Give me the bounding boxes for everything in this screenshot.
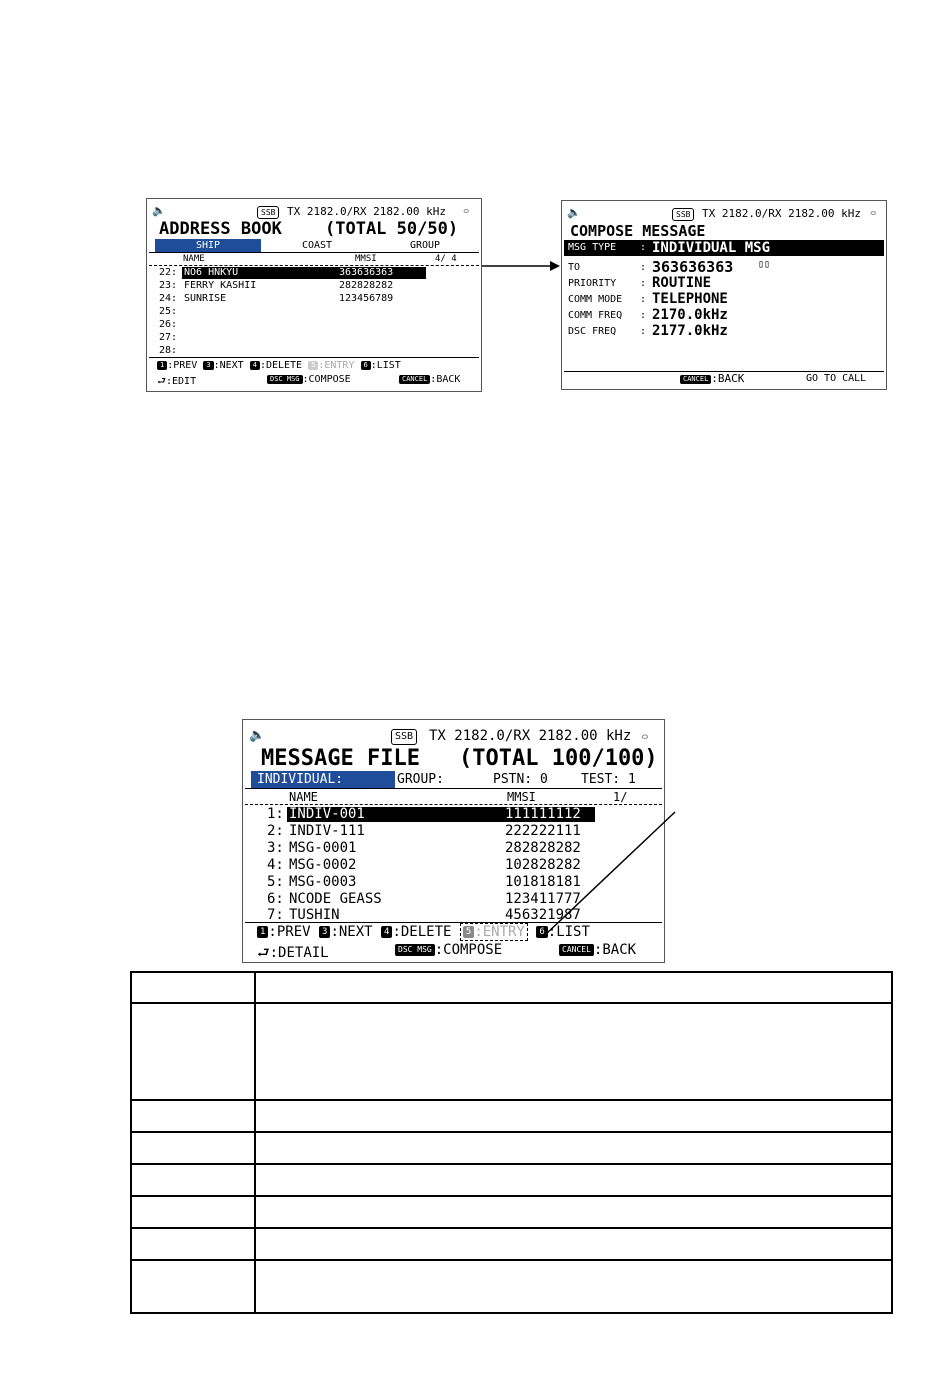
list-item-name: NO6 HNKYU <box>184 267 239 278</box>
list-item-mmsi: 123456789 <box>339 293 394 304</box>
table-cell <box>255 972 892 1003</box>
dsc-msg-key-icon: DSC MSG <box>267 375 303 384</box>
table-cell <box>131 1196 255 1228</box>
list-item-mmsi: 282828282 <box>339 280 394 291</box>
cancel-key-icon: CANCEL <box>399 375 430 384</box>
entry-highlight <box>460 923 528 941</box>
row-number: 1: <box>267 806 284 822</box>
field-label: PRIORITY <box>568 278 617 289</box>
row-number: 25: <box>159 306 178 317</box>
field-value[interactable]: ROUTINE <box>652 275 712 291</box>
row-number: 24: <box>159 293 178 304</box>
table-cell <box>131 1100 255 1132</box>
arrow-icon <box>482 258 562 274</box>
field-colon: : <box>640 326 647 337</box>
field-value: INDIVIDUAL MSG <box>652 240 771 256</box>
row-number: 22: <box>159 267 178 278</box>
list-button[interactable]: :LIST <box>370 360 401 371</box>
column-header-mmsi: MMSI <box>355 254 377 264</box>
speaker-icon: 🔈 <box>249 728 266 743</box>
total-count: (TOTAL 100/100) <box>459 746 658 771</box>
prev-button[interactable]: :PREV <box>268 924 311 940</box>
list-item-mmsi: 102828282 <box>505 857 581 873</box>
list-item-name: INDIV-001 <box>289 806 365 822</box>
cancel-key-icon: CANCEL <box>680 375 711 384</box>
table-cell <box>255 1196 892 1228</box>
edit-button[interactable]: :EDIT <box>166 376 197 387</box>
list-item-mmsi: 101818181 <box>505 874 581 890</box>
frequency-readout: TX 2182.0/RX 2182.00 kHz <box>702 207 861 220</box>
table-cell <box>255 1132 892 1164</box>
page-title: MESSAGE FILE <box>261 746 420 771</box>
page-indicator: 4/ 4 <box>435 254 457 264</box>
field-colon: : <box>640 310 647 321</box>
table-cell <box>131 1164 255 1196</box>
table-cell <box>255 1228 892 1260</box>
row-number: 7: <box>267 907 284 923</box>
list-button[interactable]: :LIST <box>547 924 590 940</box>
key-1-icon: 1 <box>257 926 268 938</box>
row-number: 2: <box>267 823 284 839</box>
table-cell <box>255 1164 892 1196</box>
list-item-name[interactable]: TUSHIN <box>289 907 340 923</box>
enter-icon: ⮐ <box>257 945 270 961</box>
footer-compose <box>267 374 351 385</box>
go-to-call-button[interactable]: GO TO CALL <box>806 373 867 384</box>
column-header-name: NAME <box>289 790 318 804</box>
table-cell <box>131 972 255 1003</box>
table-cell <box>131 1003 255 1100</box>
next-button[interactable]: :NEXT <box>330 924 373 940</box>
list-item-mmsi: 456321987 <box>505 907 581 923</box>
prev-button[interactable]: :PREV <box>167 360 198 371</box>
list-item-name[interactable]: NCODE GEASS <box>289 891 382 907</box>
tab-group[interactable]: GROUP: <box>397 772 444 787</box>
key-1-icon: 1 <box>157 361 167 370</box>
row-number: 4: <box>267 857 284 873</box>
list-item-mmsi: 123411777 <box>505 891 581 907</box>
list-item-name[interactable]: SUNRISE <box>184 293 227 304</box>
field-colon: : <box>640 262 647 273</box>
back-button[interactable]: :BACK <box>430 374 461 385</box>
field-value[interactable]: 363636363 <box>652 258 734 276</box>
row-number: 28: <box>159 345 178 356</box>
table-cell <box>131 1228 255 1260</box>
page-title: ADDRESS BOOK <box>159 219 282 239</box>
delete-button[interactable]: :DELETE <box>392 924 452 940</box>
list-item-name[interactable]: MSG-0001 <box>289 840 357 856</box>
list-item-mmsi: 363636363 <box>339 267 394 278</box>
row-number: 3: <box>267 840 284 856</box>
total-count: (TOTAL 50/50) <box>325 219 459 239</box>
field-label: COMM FREQ <box>568 310 623 321</box>
tab-coast[interactable]: COAST <box>301 240 333 251</box>
row-number: 23: <box>159 280 178 291</box>
entry-button[interactable]: :ENTRY <box>318 360 355 371</box>
description-table <box>130 971 893 1314</box>
row-number: 26: <box>159 319 178 330</box>
row-number: 5: <box>267 874 284 890</box>
tab-pstn[interactable]: PSTN: 0 <box>493 772 548 787</box>
table-cell <box>255 1260 892 1313</box>
list-item-mmsi: 111111112 <box>505 806 581 822</box>
compose-message-screen <box>561 200 887 390</box>
antenna-icon: ⴰ <box>463 205 470 216</box>
table-cell <box>255 1003 892 1100</box>
field-value[interactable]: TELEPHONE <box>652 291 728 307</box>
table-cell <box>131 1132 255 1164</box>
frequency-readout: TX 2182.0/RX 2182.00 kHz <box>287 205 446 218</box>
page-title: COMPOSE MESSAGE <box>570 222 706 240</box>
footer-back <box>559 942 636 958</box>
key-4-icon: 4 <box>250 361 260 370</box>
footer-compose <box>395 942 502 958</box>
page-indicator: 1/ <box>613 790 628 804</box>
footer-back <box>399 374 460 385</box>
dsc-msg-key-icon: DSC MSG <box>395 944 435 956</box>
speaker-icon: 🔈 <box>152 204 166 217</box>
compose-button[interactable]: :COMPOSE <box>434 942 503 958</box>
key-6-icon: 6 <box>361 361 371 370</box>
field-label: MSG TYPE <box>568 242 617 253</box>
tab-ship[interactable]: SHIP <box>155 239 261 252</box>
address-book-icon[interactable]: ▯▯ <box>758 259 771 270</box>
cancel-key-icon: CANCEL <box>559 944 594 956</box>
compose-button[interactable]: :COMPOSE <box>302 374 351 385</box>
footer-back <box>680 372 744 385</box>
key-5-icon: 5 <box>308 361 318 370</box>
list-item-name[interactable]: FERRY KASHII <box>184 280 257 291</box>
back-button[interactable]: :BACK <box>711 372 745 385</box>
speaker-icon: 🔈 <box>567 206 581 219</box>
table-cell <box>255 1100 892 1132</box>
key-6-icon: 6 <box>536 926 547 938</box>
field-colon: : <box>640 242 647 253</box>
list-item-mmsi: 282828282 <box>505 840 581 856</box>
footer-detail <box>257 942 329 963</box>
tab-test[interactable]: TEST: 1 <box>581 772 636 787</box>
list-item-name[interactable]: MSG-0002 <box>289 857 357 873</box>
list-item-name[interactable]: MSG-0003 <box>289 874 357 890</box>
row-number: 27: <box>159 332 178 343</box>
column-header-mmsi: MMSI <box>507 790 536 804</box>
frequency-readout: TX 2182.0/RX 2182.00 kHz <box>429 728 632 744</box>
field-colon: : <box>640 278 647 289</box>
field-value[interactable]: 2170.0kHz <box>652 307 728 323</box>
key-3-icon: 3 <box>319 926 330 938</box>
ssb-badge: SSB <box>672 208 694 221</box>
footer-row-2 <box>157 374 196 391</box>
table-cell <box>131 1260 255 1313</box>
list-item-name[interactable]: INDIV-111 <box>289 823 365 839</box>
list-item-mmsi: 222222111 <box>505 823 581 839</box>
antenna-icon: ⴰ <box>870 207 877 218</box>
ssb-badge: SSB <box>257 206 279 219</box>
antenna-icon: ⴰ <box>641 728 649 742</box>
next-button[interactable]: :NEXT <box>213 360 244 371</box>
field-colon: : <box>640 294 647 305</box>
back-button[interactable]: :BACK <box>593 942 637 958</box>
footer-row-1 <box>157 360 401 371</box>
key-4-icon: 4 <box>381 926 392 938</box>
field-label: DSC FREQ <box>568 326 617 337</box>
entry-button[interactable]: :ENTRY <box>474 924 525 940</box>
field-label: TO <box>568 262 581 273</box>
ssb-badge: SSB <box>391 729 417 745</box>
row-number: 6: <box>267 891 284 907</box>
address-book-screen <box>146 198 482 392</box>
delete-button[interactable]: :DELETE <box>259 360 303 371</box>
tab-individual[interactable]: INDIVIDUAL: <box>251 771 395 788</box>
key-5-icon: 5 <box>463 926 474 938</box>
field-label: COMM MODE <box>568 294 623 305</box>
callout-line <box>540 810 690 940</box>
enter-icon: ⮐ <box>157 376 166 387</box>
key-3-icon: 3 <box>203 361 213 370</box>
field-value[interactable]: 2177.0kHz <box>652 323 728 339</box>
column-header-name: NAME <box>183 254 205 264</box>
tab-group[interactable]: GROUP <box>409 240 441 251</box>
detail-button[interactable]: :DETAIL <box>269 945 329 961</box>
